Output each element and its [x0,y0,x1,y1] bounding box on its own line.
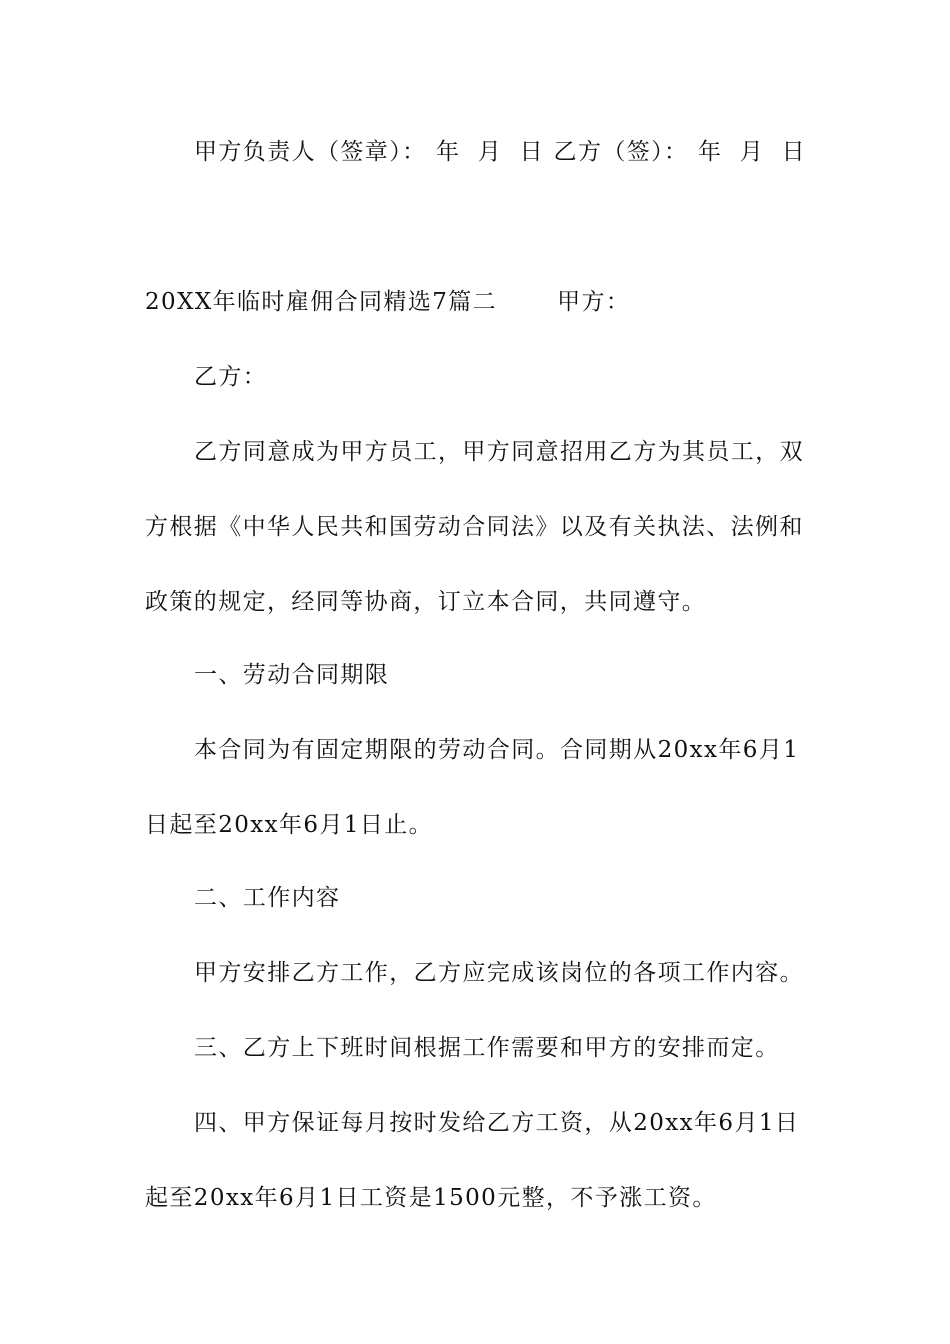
section-4-line-1: 四、甲方保证每月按时发给乙方工资，从20xx年6月1日 [194,1110,800,1136]
document-title: 20XX年临时雇佣合同精选7篇二 [145,289,498,315]
party-a-label: 甲方： [557,289,631,315]
section-4-line-2: 起至20xx年6月1日工资是1500元整，不予涨工资。 [145,1185,717,1211]
party-b-date: 年 月 日 [697,139,806,165]
signature-row [194,132,806,172]
section-1-heading: 一、劳动合同期限 [194,662,390,688]
party-a-signature-label: 甲方负责人（签章）： [194,139,427,165]
party-a-date: 年 月 日 [436,139,545,165]
intro-line-2: 方根据《中华人民共和国劳动合同法》以及有关执法、法例和 [145,514,804,540]
section-3-body: 三、乙方上下班时间根据工作需要和甲方的安排而定。 [194,1035,780,1061]
section-1-line-2: 日起至20xx年6月1日止。 [145,812,434,838]
party-b-signature-label: 乙方（签）： [553,139,689,165]
title-row [145,282,805,322]
intro-line-3: 政策的规定，经同等协商，订立本合同，共同遵守。 [145,589,707,615]
section-2-heading: 二、工作内容 [194,885,341,911]
section-1-line-1: 本合同为有固定期限的劳动合同。合同期从20xx年6月1 [194,737,800,763]
party-b-label: 乙方： [194,364,268,390]
section-2-body: 甲方安排乙方工作，乙方应完成该岗位的各项工作内容。 [194,960,804,986]
intro-line-1: 乙方同意成为甲方员工，甲方同意招用乙方为其员工，双 [194,439,804,465]
